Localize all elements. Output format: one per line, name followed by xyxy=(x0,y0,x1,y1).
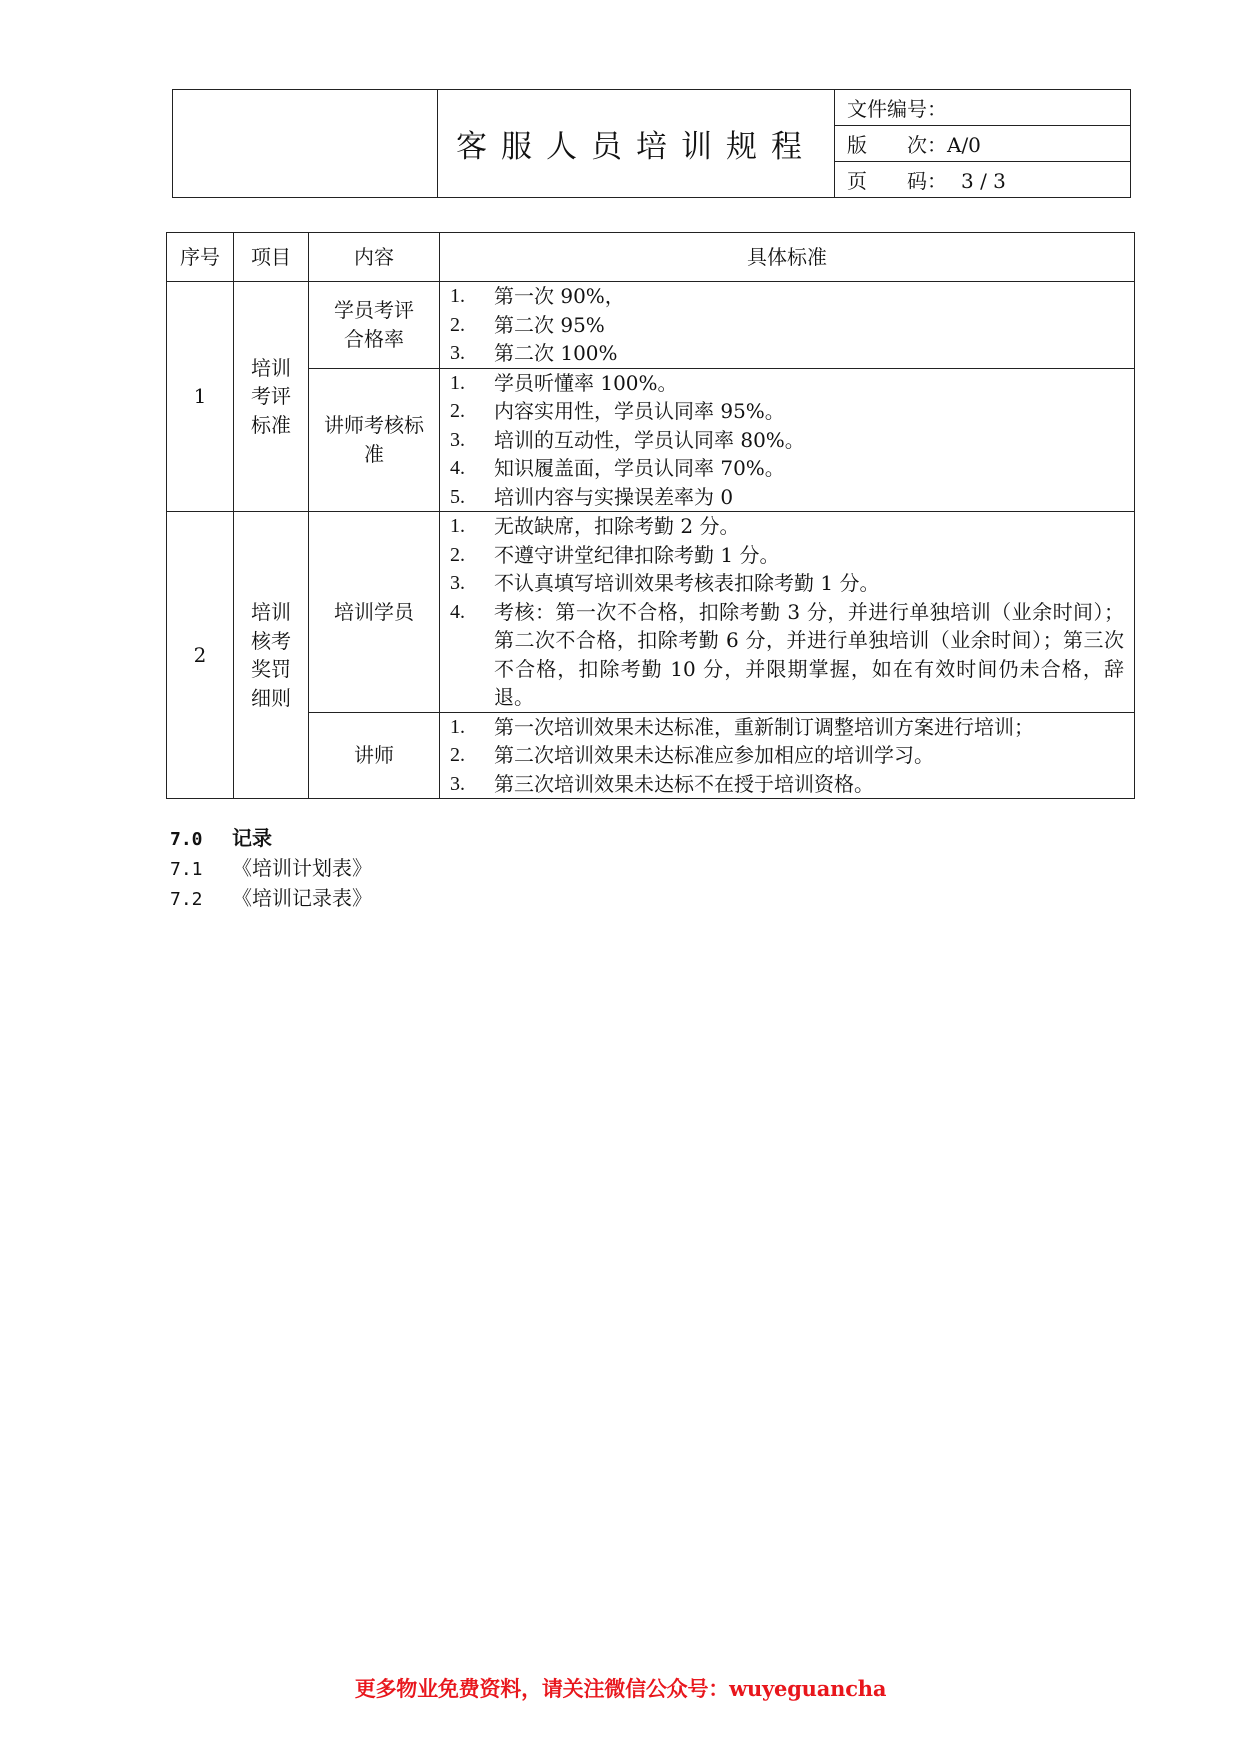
row-item xyxy=(234,512,309,799)
content-text: 讲师考核标准 xyxy=(324,413,424,466)
record-text: 《培训记录表》 xyxy=(232,886,372,910)
content-text: 培训学员 xyxy=(334,599,414,624)
list-item xyxy=(450,770,1124,799)
standard-list xyxy=(440,369,1134,512)
header-content: 内容 xyxy=(309,233,440,282)
standard-cell xyxy=(440,512,1135,713)
list-item xyxy=(450,311,1124,340)
list-item xyxy=(170,854,372,884)
list-item-number: 3. xyxy=(450,342,465,364)
list-item-number: 5. xyxy=(450,485,465,508)
list-item-number: 2. xyxy=(450,744,465,766)
row-number: 2 xyxy=(167,512,234,799)
list-item xyxy=(450,397,1124,426)
list-item-number: 4. xyxy=(450,457,465,479)
record-number: 7.1 xyxy=(170,859,203,880)
list-item-number: 2. xyxy=(450,543,465,566)
list-item-text: 学员听懂率 100%。 xyxy=(494,370,678,395)
list-item-text: 第一次培训效果未达标准，重新制订调整培训方案进行培训； xyxy=(494,714,1034,739)
list-item-number: 1. xyxy=(450,371,465,394)
list-item-text: 不认真填写培训效果考核表扣除考勤 1 分。 xyxy=(494,571,880,595)
list-item-text: 第二次 95% xyxy=(494,312,605,337)
footer-promo: 更多物业免费资料，请关注微信公众号：wuyeguancha xyxy=(354,1676,887,1701)
content-text: 学员考评合格率 xyxy=(334,298,414,351)
list-item-number: 4. xyxy=(450,600,465,623)
standard-cell xyxy=(440,368,1135,512)
standard-cell xyxy=(440,282,1135,369)
version-label: 版 次： xyxy=(847,133,947,157)
list-item-text: 知识履盖面，学员认同率 70%。 xyxy=(494,456,785,480)
row-item-text: 培训核考奖罚细则 xyxy=(251,600,291,710)
list-item xyxy=(450,598,1124,712)
list-item xyxy=(170,884,372,914)
header-standard: 具体标准 xyxy=(440,233,1135,282)
list-item xyxy=(450,741,1124,770)
list-item xyxy=(450,426,1124,455)
list-item xyxy=(450,713,1124,742)
list-item xyxy=(450,512,1124,541)
list-item-number: 2. xyxy=(450,400,465,422)
list-item xyxy=(450,369,1124,398)
table-row xyxy=(167,512,1135,713)
row-item xyxy=(234,282,309,512)
header-item: 项目 xyxy=(234,233,309,282)
list-item-number: 1. xyxy=(450,515,465,537)
content-cell xyxy=(309,282,440,369)
table-row xyxy=(167,712,1135,799)
records-heading xyxy=(170,824,372,854)
list-item-number: 1. xyxy=(450,715,465,738)
table-row xyxy=(167,282,1135,369)
content-cell xyxy=(309,368,440,512)
list-item-text: 第三次培训效果未达标不在授于培训资格。 xyxy=(494,771,874,796)
records-heading-number: 7.0 xyxy=(170,829,203,850)
standard-list xyxy=(440,512,1134,712)
list-item-text: 第二次培训效果未达标准应参加相应的培训学习。 xyxy=(494,743,934,767)
content-cell xyxy=(309,712,440,799)
table-header-row xyxy=(167,233,1135,282)
standard-list xyxy=(440,282,1134,368)
content-cell xyxy=(309,512,440,713)
list-item xyxy=(450,454,1124,483)
document-title: 客服人员培训规程 xyxy=(438,90,835,198)
list-item-text: 内容实用性，学员认同率 95%。 xyxy=(494,399,785,423)
record-text: 《培训计划表》 xyxy=(232,856,372,880)
list-item-number: 3. xyxy=(450,428,465,451)
standards-table xyxy=(166,232,1135,799)
record-number: 7.2 xyxy=(170,889,203,910)
list-item-number: 2. xyxy=(450,313,465,336)
page-number-value: 3 / 3 xyxy=(961,169,1006,193)
list-item-text: 第二次 100% xyxy=(494,341,618,365)
page-number-label: 页 码： xyxy=(847,169,947,193)
list-item-number: 1. xyxy=(450,285,465,307)
list-item-text: 培训的互动性，学员认同率 80%。 xyxy=(494,427,805,452)
version-value: A/0 xyxy=(947,133,981,157)
list-item-number: 3. xyxy=(450,572,465,594)
list-item xyxy=(450,541,1124,570)
document-header xyxy=(172,89,1131,198)
page-number-cell xyxy=(835,162,1131,198)
list-item-number: 3. xyxy=(450,772,465,795)
table-row xyxy=(167,368,1135,512)
row-number: 1 xyxy=(167,282,234,512)
list-item-text: 第一次 90%， xyxy=(494,284,625,308)
list-item-text: 无故缺席，扣除考勤 2 分。 xyxy=(494,514,740,538)
doc-number-label: 文件编号： xyxy=(847,97,947,121)
row-item-text: 培训考评标准 xyxy=(251,355,291,437)
list-item xyxy=(450,569,1124,598)
list-item xyxy=(450,282,1124,311)
standard-cell xyxy=(440,712,1135,799)
list-item-text: 不遵守讲堂纪律扣除考勤 1 分。 xyxy=(494,542,780,567)
header-no: 序号 xyxy=(167,233,234,282)
list-item xyxy=(450,483,1124,512)
list-item-text: 考核：第一次不合格，扣除考勤 3 分，并进行单独培训（业余时间）；第二次不合格，扣除考勤 6 分，并进行单独培训（业余时间）；第三次不合格，扣除考勤 10 分，并限期掌握，如在有效时间仍未合格，辞退。 xyxy=(494,599,1124,709)
list-item-text: 培训内容与实操误差率为 0 xyxy=(494,484,734,509)
logo-cell xyxy=(173,90,438,198)
records-section xyxy=(170,824,372,914)
records-heading-text: 记录 xyxy=(232,826,272,850)
list-item xyxy=(450,339,1124,368)
standard-list xyxy=(440,713,1134,799)
content-text: 讲师 xyxy=(354,743,394,767)
version-cell xyxy=(835,126,1131,162)
doc-number-cell xyxy=(835,90,1131,126)
